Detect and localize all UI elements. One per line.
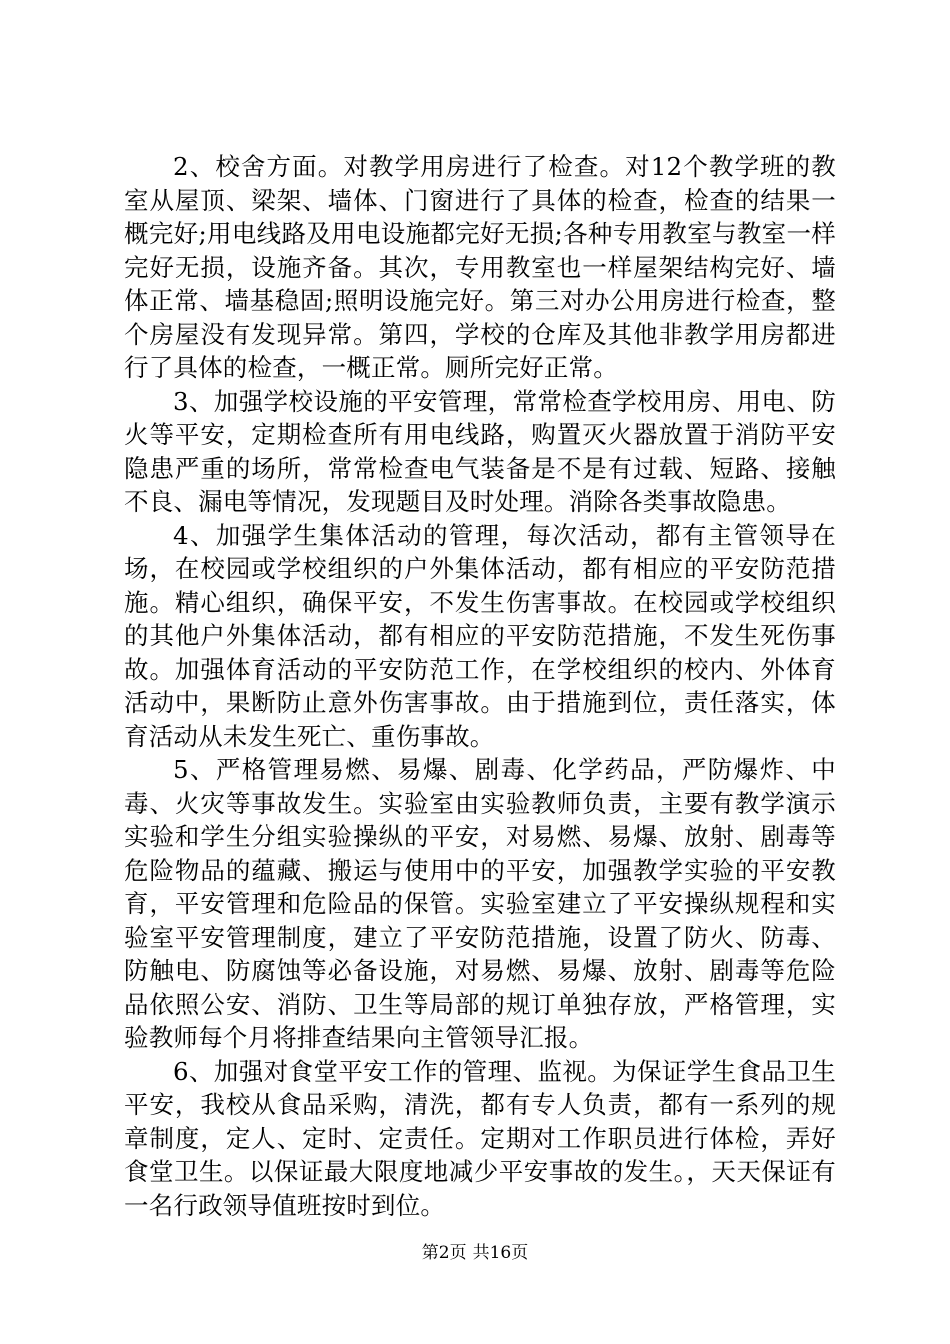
page-number: 第2页 <box>421 1243 467 1263</box>
paragraph-group-activities: 4、加强学生集体活动的管理，每次活动，都有主管领导在场，在校园或学校组织的户外集体活动，都有相应的平安防范措施。精心组织，确保平安，不发生伤害事故。在校园或学校组织的其他户外集体活动，都有相应的平安防范措施，不发生死伤事故。加强体育活动的平安防范工作，在学校组织的校内、外体育活动中，果断防止意外伤害事故。由于措施到位，责任落实，体育活动从未发生死亡、重伤事故。 <box>124 520 836 751</box>
paragraph-school-buildings: 2、校舍方面。对教学用房进行了检查。对12个教学班的教室从屋顶、梁架、墙体、门窗进行了具体的检查，检查的结果一概完好;用电线路及用电设施都完好无损;各种专用教室与教室一样完好无损，设施齐备。其次，专用教室也一样屋架结构完好、墙体正常、墙基稳固;照明设施完好。第三对办公用房进行检查，整个房屋没有发现异常。第四，学校的仓库及其他非教学用房都进行了具体的检查，一概正常。厕所完好正常。 <box>124 152 836 382</box>
document-body <box>124 150 836 1222</box>
paragraph-facility-safety: 3、加强学校设施的平安管理，常常检查学校用房、用电、防火等平安，定期检查所有用电线路，购置灭火器放置于消防平安隐患严重的场所，常常检查电气装备是不是有过载、短路、接触不良、漏电等情况，发现题目及时处理。消除各类事故隐患。 <box>124 386 836 516</box>
page-footer <box>0 1242 950 1264</box>
paragraph-hazardous-materials: 5、严格管理易燃、易爆、剧毒、化学药品，严防爆炸、中毒、火灾等事故发生。实验室由实验教师负责，主要有教学演示实验和学生分组实验操纵的平安，对易燃、易爆、放射、剧毒等危险物品的蕴藏、搬运与使用中的平安，加强教学实验的平安教育，平安管理和危险品的保管。实验室建立了平安操纵规程和实验室平安管理制度，建立了平安防范措施，设置了防火、防毒、防触电、防腐蚀等必备设施，对易燃、易爆、放射、剧毒等危险品依照公安、消防、卫生等局部的规订单独存放，严格管理，实验教师每个月将排查结果向主管领导汇报。 <box>124 755 836 1052</box>
page-total: 共16页 <box>472 1243 529 1263</box>
paragraph-canteen-safety: 6、加强对食堂平安工作的管理、监视。为保证学生食品卫生平安，我校从食品采购，清洗，都有专人负责，都有一系列的规章制度，定人、定时、定责任。定期对工作职员进行体检，弄好食堂卫生。以保证最大限度地减少平安事故的发生。，天天保证有一名行政领导值班按时到位。 <box>124 1056 836 1220</box>
